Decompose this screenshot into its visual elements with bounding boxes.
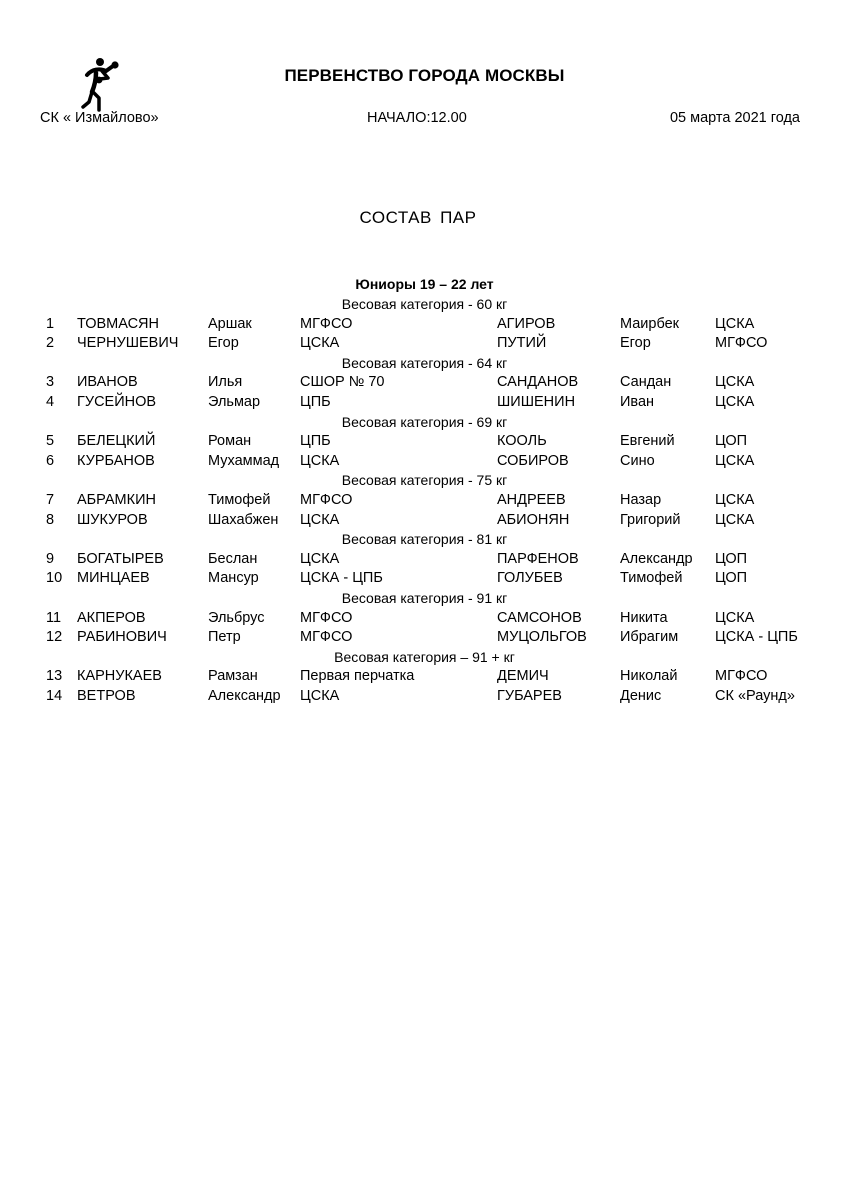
weight-category: Весовая категория – 91 + кг [334,648,515,665]
red-club: ЦСКА [300,511,340,528]
blue-name: Николай [620,668,678,685]
red-name: Александр [208,687,281,704]
red-club: ЦПБ [300,393,331,410]
bout-number: 8 [46,511,55,528]
weight-category: Весовая категория - 75 кг [341,472,508,489]
blue-club: ЦОП [715,570,748,587]
weight-category: Весовая категория - 69 кг [341,413,508,430]
start-time: НАЧАЛО:12.00 [367,110,467,126]
bout-number: 12 [46,629,63,646]
bout-row [0,491,849,511]
red-name: Эльмар [208,393,261,410]
blue-club: ЦСКА [715,452,755,469]
bout-row [0,393,849,413]
blue-name: Сандан [620,374,672,391]
blue-club: ЦСКА [715,393,755,410]
red-surname: КАРНУКАЕВ [77,668,162,685]
blue-club: МГФСО [715,335,768,352]
red-name: Шахабжен [208,511,279,528]
blue-club: ЦСКА [715,609,755,626]
blue-surname: ПАРФЕНОВ [497,550,579,567]
bout-row [0,667,849,687]
bout-row [0,687,849,707]
club-name: СК « Измайлово» [40,110,159,126]
red-club: ЦПБ [300,433,331,450]
blue-club: ЦОП [715,433,748,450]
red-name: Роман [208,433,252,450]
red-surname: КУРБАНОВ [77,452,155,469]
red-club: Первая перчатка [300,668,415,685]
red-surname: ВЕТРОВ [77,687,136,704]
blue-name: Григорий [620,511,681,528]
bout-number: 4 [46,393,55,410]
red-surname: АБРАМКИН [77,491,156,508]
red-surname: РАБИНОВИЧ [77,629,167,646]
blue-surname: ПУТИЙ [497,335,547,352]
red-club: ЦСКА [300,335,340,352]
blue-surname: ШИШЕНИН [497,393,576,410]
bout-number: 14 [46,687,63,704]
blue-surname: ГУБАРЕВ [497,687,562,704]
blue-club: СК «Раунд» [715,687,795,704]
red-surname: ИВАНОВ [77,374,138,391]
bout-number: 6 [46,452,55,469]
page-title: ПЕРВЕНСТВО ГОРОДА МОСКВЫ [284,66,565,85]
blue-surname: ДЕМИЧ [497,668,549,685]
bout-number: 5 [46,433,55,450]
bout-row [0,334,849,354]
red-club: ЦСКА - ЦПБ [300,570,383,587]
bout-row [0,432,849,452]
blue-name: Маирбек [620,315,680,332]
pairs-list [0,295,849,706]
blue-surname: АБИОНЯН [497,511,570,528]
red-surname: МИНЦАЕВ [77,570,150,587]
red-name: Эльбрус [208,609,265,626]
bout-number: 1 [46,315,55,332]
bout-row [0,511,849,531]
red-surname: ТОВМАСЯН [77,315,160,332]
red-surname: ГУСЕЙНОВ [77,393,157,410]
blue-name: Евгений [620,433,675,450]
red-surname: ЧЕРНУШЕВИЧ [77,335,179,352]
bout-row [0,373,849,393]
red-surname: БОГАТЫРЕВ [77,550,164,567]
bout-number: 13 [46,668,63,685]
blue-name: Александр [620,550,693,567]
red-club: МГФСО [300,609,353,626]
blue-surname: КООЛЬ [497,433,547,450]
red-name: Беслан [208,550,258,567]
bout-number: 3 [46,374,55,391]
blue-surname: МУЦОЛЬГОВ [497,629,587,646]
weight-category: Весовая категория - 81 кг [341,531,508,548]
blue-club: ЦСКА [715,315,755,332]
red-club: СШОР № 70 [300,374,385,391]
bout-row [0,609,849,629]
red-name: Мухаммад [208,452,280,469]
red-club: МГФСО [300,629,353,646]
blue-name: Сино [620,452,655,469]
bout-number: 10 [46,570,63,587]
red-surname: АКПЕРОВ [77,609,146,626]
bout-number: 9 [46,550,55,567]
weight-category: Весовая категория - 64 кг [341,354,508,371]
blue-club: ЦОП [715,550,748,567]
blue-name: Назар [620,491,662,508]
blue-surname: АНДРЕЕВ [497,491,566,508]
weight-category: Весовая категория - 60 кг [341,296,508,312]
red-name: Егор [208,335,239,352]
bout-row [0,452,849,472]
weight-category: Весовая категория - 91 кг [341,589,508,606]
red-name: Мансур [208,570,259,587]
bout-number: 7 [46,491,55,508]
red-name: Рамзан [208,668,258,685]
blue-name: Ибрагим [620,629,679,646]
blue-name: Тимофей [620,570,683,587]
blue-club: ЦСКА - ЦПБ [715,629,798,646]
blue-name: Денис [620,687,662,704]
red-club: ЦСКА [300,687,340,704]
bout-row [0,550,849,570]
bout-row [0,628,849,648]
blue-club: ЦСКА [715,511,755,528]
red-surname: ШУКУРОВ [77,511,148,528]
red-name: Илья [208,374,243,391]
blue-club: ЦСКА [715,374,755,391]
event-date: 05 марта 2021 года [669,110,800,126]
red-club: МГФСО [300,315,353,332]
blue-surname: СОБИРОВ [497,452,569,469]
bout-number: 11 [46,609,62,626]
blue-surname: ГОЛУБЕВ [497,570,563,587]
blue-club: ЦСКА [715,491,755,508]
blue-club: МГФСО [715,668,768,685]
blue-name: Егор [620,335,651,352]
red-club: ЦСКА [300,452,340,469]
bout-row [0,315,849,335]
red-club: МГФСО [300,491,353,508]
blue-surname: САМСОНОВ [497,609,582,626]
red-name: Петр [208,629,241,646]
bout-number: 2 [46,335,55,352]
red-club: ЦСКА [300,550,340,567]
red-name: Аршак [208,315,252,332]
bout-row [0,569,849,589]
pairs-heading: СОСТАВ ПАР [359,208,477,227]
age-group-heading: Юниоры 19 – 22 лет [355,276,494,292]
blue-surname: АГИРОВ [497,315,556,332]
blue-name: Иван [620,393,655,410]
red-surname: БЕЛЕЦКИЙ [77,433,156,450]
blue-name: Никита [620,609,668,626]
blue-surname: САНДАНОВ [497,374,579,391]
red-name: Тимофей [208,491,271,508]
